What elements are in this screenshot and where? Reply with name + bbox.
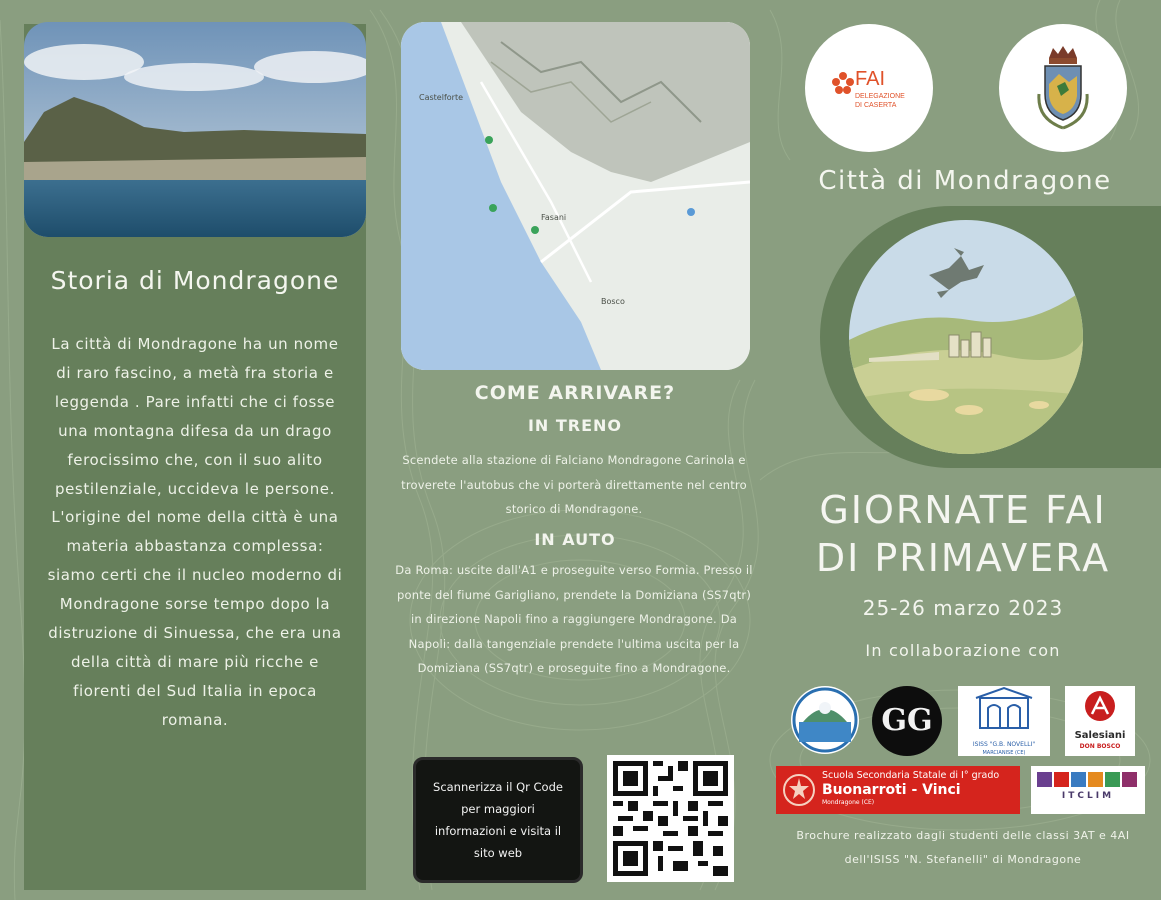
city-crest-logo (999, 24, 1127, 152)
event-title-line2: DI PRIMAVERA (815, 536, 1111, 580)
map-label: Bosco (601, 297, 625, 306)
brochure-credits: Brochure realizzato dagli studenti delle classi 3AT e 4AI dell'ISISS "N. Stefanelli" di Mondragone (796, 829, 1130, 866)
fai-subtitle: DELEGAZIONE (855, 93, 905, 100)
salesiani-logo-line2: DON BOSCO (1079, 743, 1121, 750)
buonarroti-logo-line1: Scuola Secondaria Statale di I° grado (822, 770, 1000, 781)
fai-mark: FAI (855, 68, 886, 90)
gg-logo-text: GG (881, 703, 933, 738)
isiss-logo-line2: MARCIANISE (CE) (982, 750, 1026, 756)
train-directions: Scendete alla stazione di Falciano Mondragone Carinola e troverete l'autobus che vi porterà direttamente nel centro storico di Mondragone. (401, 453, 747, 517)
coast-photo (24, 22, 366, 237)
itclim-logo-text: ITCLIM (1061, 791, 1115, 801)
city-name: Città di Mondragone (818, 166, 1112, 196)
map-label: Fasani (541, 213, 567, 222)
partner-logo-itclim (1031, 766, 1145, 814)
fai-subtitle: DI CASERTA (855, 102, 897, 109)
partner-logo-circle-blue (791, 686, 859, 754)
map-label: Castelforte (419, 93, 463, 102)
car-title: IN AUTO (534, 530, 616, 549)
qr-instructions: Scannerizza il Qr Code per maggiori informazioni e visita il sito web (413, 757, 583, 883)
car-directions: Da Roma: uscite dall'A1 e proseguite verso Formia. Presso il ponte del fiume Garigliano, prendete la Domiziana (SS7qtr) in direzione Napoli fino a raggiungere Mondragone. Da Napoli: dalla tangenziale prendete l'ultima uscita per la Domiziana (SS7qtr) e proseguite fino a Mondragone. (395, 563, 753, 676)
partner-logo-salesiani (1065, 686, 1135, 756)
location-map (401, 22, 750, 370)
event-title (770, 486, 1156, 582)
qr-code[interactable] (607, 755, 734, 882)
train-title: IN TRENO (527, 416, 623, 435)
collaboration-label: In collaborazione con (865, 641, 1061, 660)
isiss-logo-line1: ISISS "G.B. NOVELLI" (972, 741, 1036, 748)
fai-logo (805, 24, 933, 152)
event-title-line1: GIORNATE FAI (819, 488, 1107, 532)
partner-logo-gg (872, 686, 942, 756)
directions-title: COME ARRIVARE? (474, 382, 676, 404)
buonarroti-logo-line2: Buonarroti - Vinci (822, 782, 961, 798)
buonarroti-logo-line3: Mondragone (CE) (822, 799, 875, 806)
event-date: 25-26 marzo 2023 (862, 596, 1064, 620)
salesiani-logo-line1: Salesiani (1074, 730, 1126, 741)
history-text: La città di Mondragone ha un nome di raro fascino, a metà fra storia e leggenda . Pare infatti che ci fosse una montagna difesa da un drago ferocissimo che, con il suo alito pestilenziale, uccideva le persone. L'origine del nome della città è una materia abbastanza complessa: siamo certi che il nucleo moderno di Mondragone sorse tempo dopo la distruzione di Sinuessa, che era una della città di mare più ricche e fiorenti del Sud Italia in epoca romana. (47, 335, 343, 729)
partner-logo-buonarroti-vinci (776, 766, 1020, 814)
dragon-illustration (849, 220, 1083, 454)
partner-logo-isiss-novelli (958, 686, 1050, 756)
history-title: Storia di Mondragone (50, 266, 340, 295)
